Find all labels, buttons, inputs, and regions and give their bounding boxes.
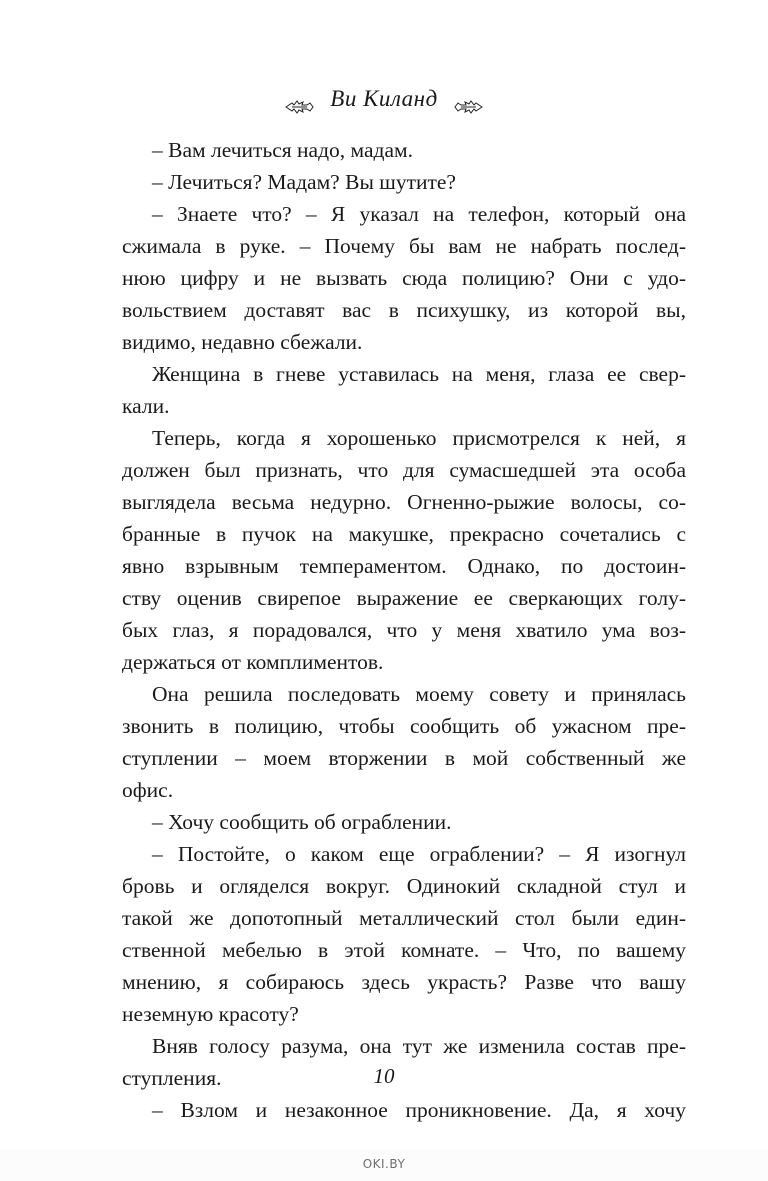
text-line: неземную красоту?	[122, 1002, 299, 1026]
text-line: сжимала в руке. – Почему бы вам не набрать послед-	[122, 234, 686, 258]
text-line: выглядела весьма недурно. Огненно-рыжие волосы, со-	[122, 490, 686, 514]
text-line: ступлении – моем вторжении в мой собственный же	[122, 746, 686, 770]
text-line: должен был признать, что для сумасшедшей эта особа	[122, 458, 686, 482]
author-name: Ви Киланд	[330, 86, 438, 111]
site-watermark: OKI.BY	[362, 1157, 406, 1171]
text-line: кали.	[122, 394, 170, 418]
text-line: звонить в полицию, чтобы сообщить об ужасном пре-	[122, 714, 686, 738]
text-line: Теперь, когда я хорошенько присмотрелся к ней, я	[152, 426, 686, 450]
text-line: нюю цифру и не вызвать сюда полицию? Они с удо-	[122, 266, 686, 290]
text-line: бых глаз, я порадовался, что у меня хватило ума воз-	[122, 618, 686, 642]
fleuron-left-icon	[285, 92, 315, 106]
text-line: ственной мебелью в этой комнате. – Что, по вашему	[122, 938, 686, 962]
text-line: видимо, недавно сбежали.	[122, 330, 363, 354]
text-line: – Постойте, о каком еще ограблении? – Я изогнул	[152, 842, 686, 866]
text-line: ступления.	[122, 1066, 222, 1090]
text-line: мнению, я собираюсь здесь украсть? Разве что вашу	[122, 970, 686, 994]
text-line: явно взрывным темпераментом. Однако, по достоин-	[122, 554, 686, 578]
body-text	[122, 134, 686, 1126]
text-line: – Знаете что? – Я указал на телефон, который она	[152, 202, 686, 226]
text-line: бранные в пучок на макушке, прекрасно сочетались с	[122, 522, 686, 546]
text-line: – Взлом и незаконное проникновение. Да, я хочу	[152, 1098, 686, 1122]
text-line: Она решила последовать моему совету и принялась	[152, 682, 686, 706]
fleuron-right-icon	[453, 92, 483, 106]
page-number: 10	[373, 1064, 395, 1088]
text-line: бровь и огляделся вокруг. Одинокий складной стул и	[122, 874, 686, 898]
text-line: – Лечиться? Мадам? Вы шутите?	[152, 170, 456, 194]
text-line: Вняв голосу разума, она тут же изменила состав пре-	[152, 1034, 686, 1058]
text-line: офис.	[122, 778, 174, 802]
text-line: ству оценив свирепое выражение ее сверкающих голу-	[122, 586, 686, 610]
text-line: – Хочу сообщить об ограблении.	[152, 810, 452, 834]
text-line: Женщина в гневе уставилась на меня, глаза ее свер-	[152, 362, 686, 386]
text-line: вольствием доставят вас в психушку, из которой вы,	[122, 298, 686, 322]
running-head	[0, 84, 768, 114]
text-line: такой же допотопный металлический стол были един-	[122, 906, 686, 930]
text-line: – Вам лечиться надо, мадам.	[152, 138, 414, 162]
text-line: держаться от комплиментов.	[122, 650, 384, 674]
